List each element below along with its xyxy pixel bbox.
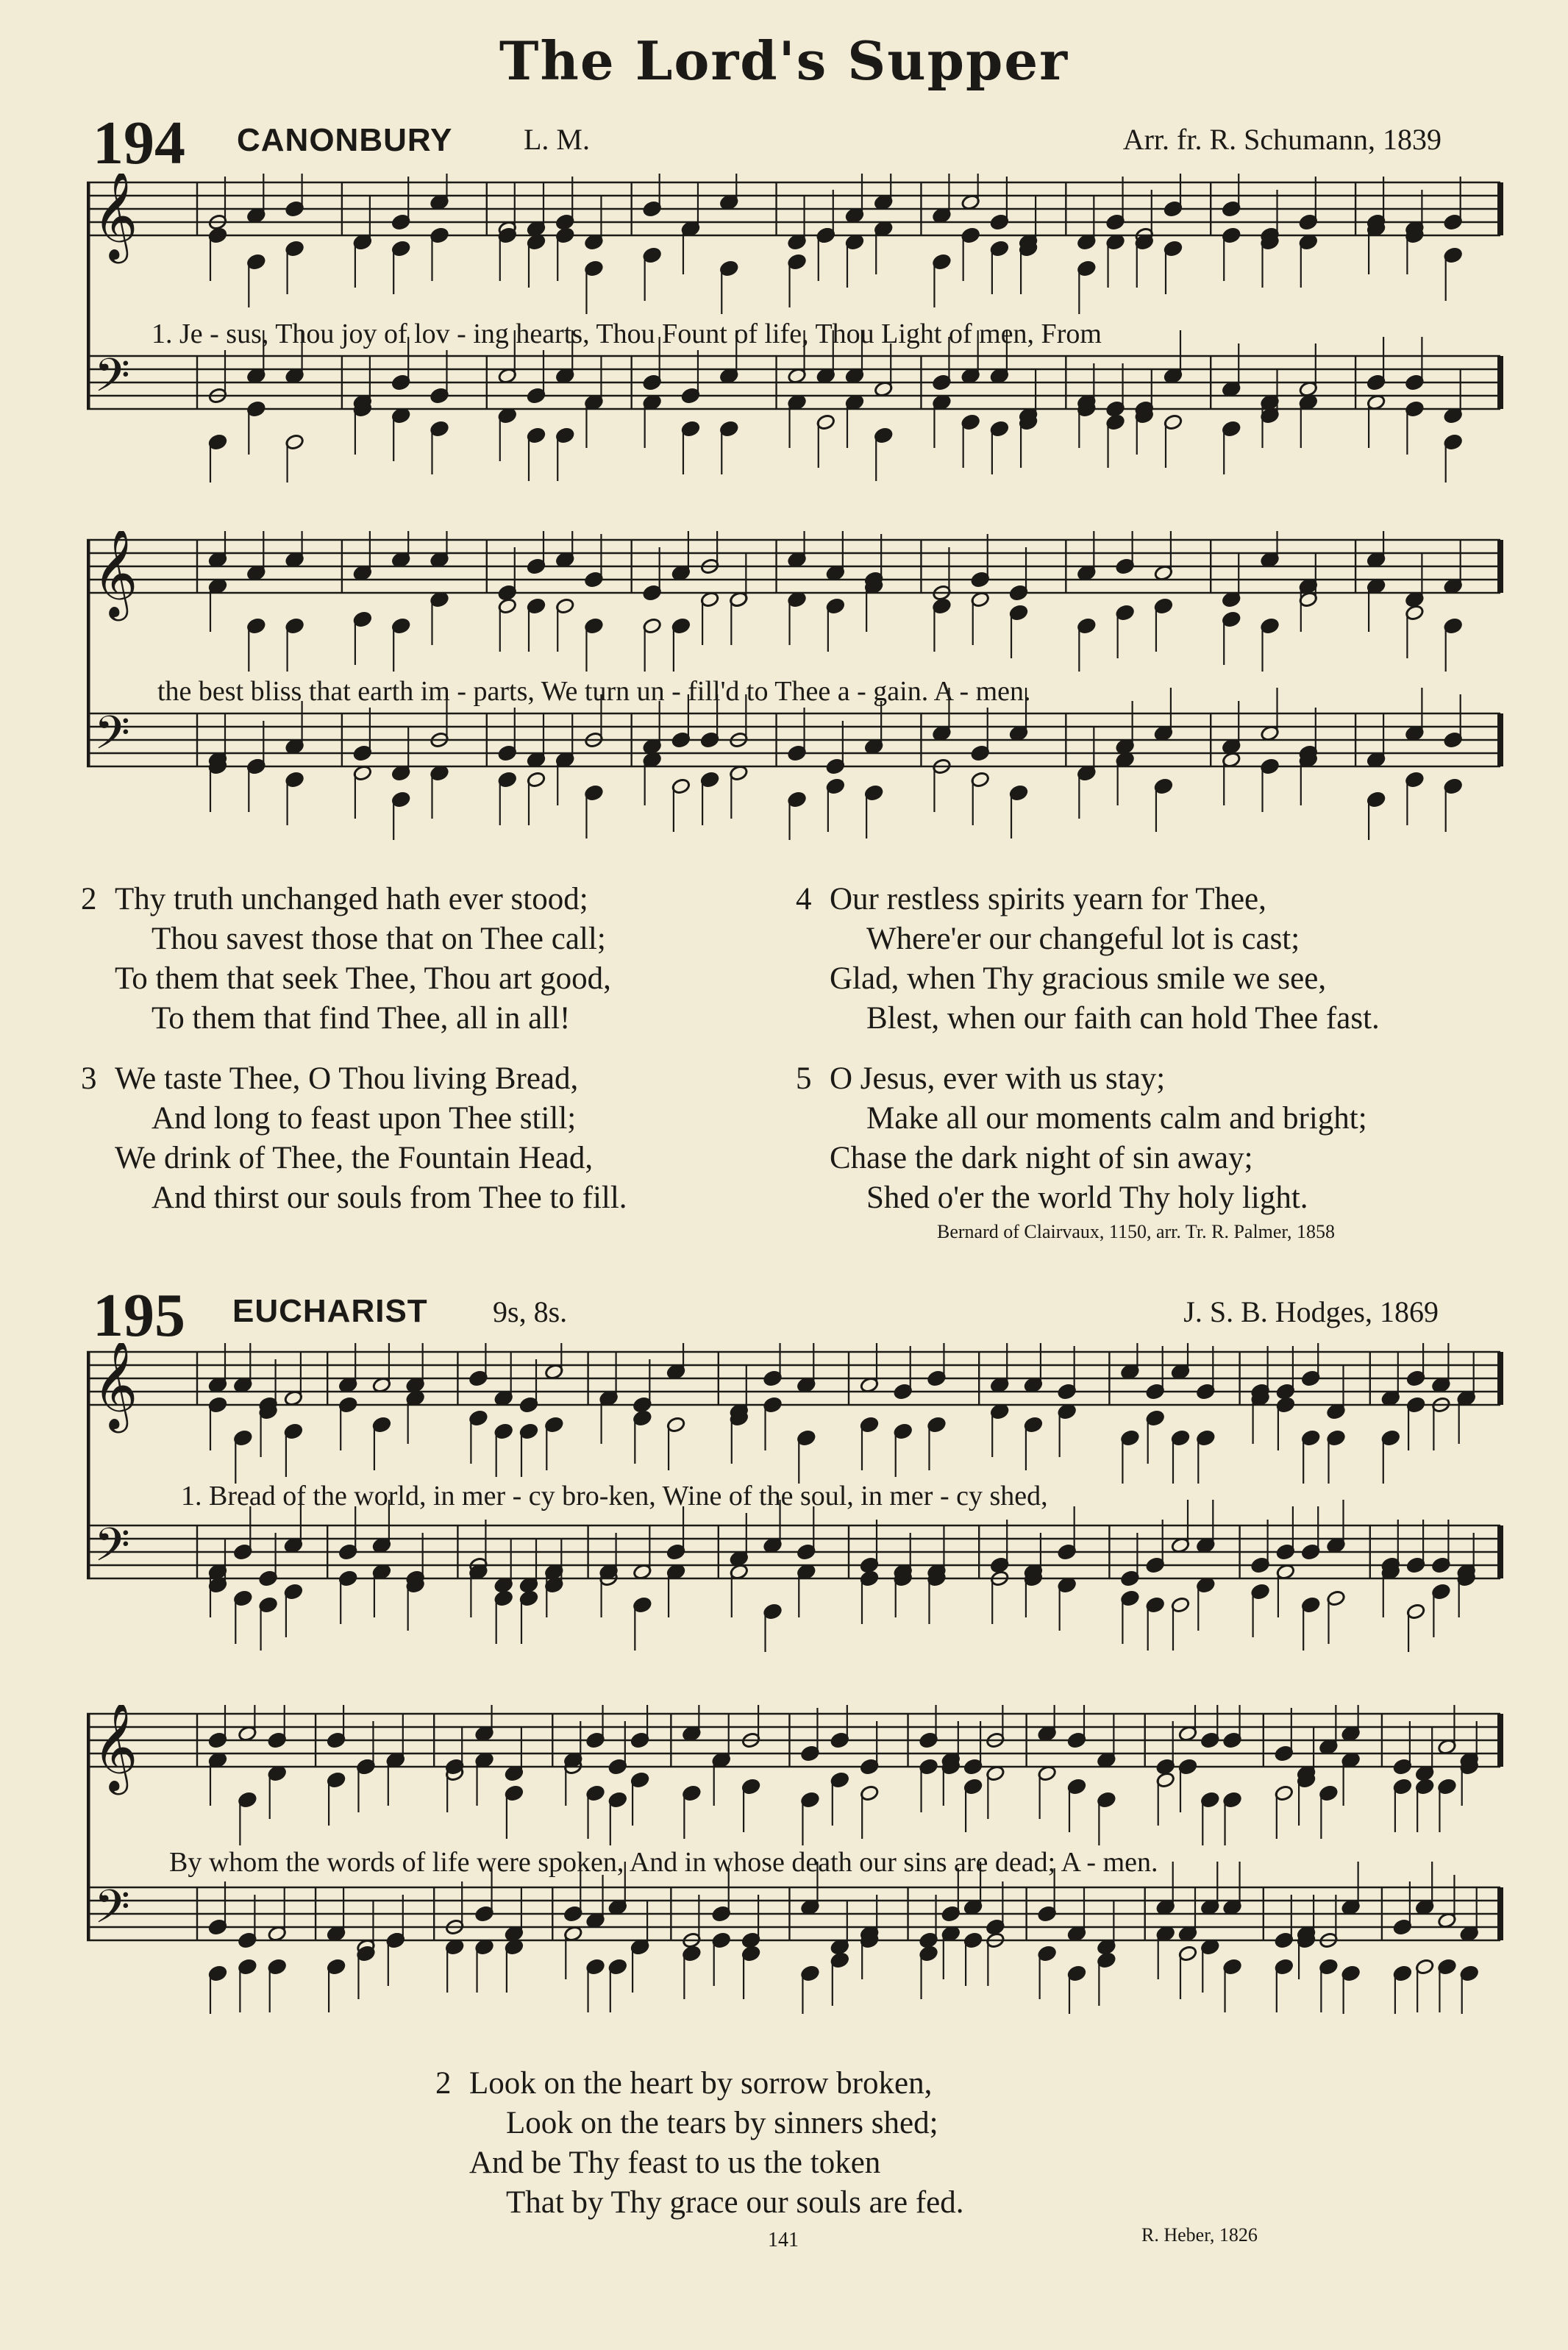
- hymn-194-tune-name: CANONBURY: [237, 122, 453, 158]
- bass-clef-icon: 𝄢: [94, 705, 130, 771]
- hymn-194-verse-4: 4 Our restless spirits yearn for Thee, Where'er our changeful lot is cast; Glad, when Thy gracious smile we see, Blest, when our faith can hold Thee fast.: [796, 882, 1380, 1036]
- treble-clef-icon: 𝄞: [93, 1705, 138, 1791]
- hymn-194-number: 194: [93, 109, 185, 177]
- hymn-195-number: 195: [93, 1281, 185, 1350]
- bass-clef-icon: 𝄢: [94, 1879, 130, 1945]
- hymn-195-lyric-line-2: By whom the words of life were spoken, And in whose death our sins are dead; A - men.: [169, 1847, 1158, 1878]
- bass-clef-icon: 𝄢: [94, 1517, 130, 1583]
- bass-clef-icon: 𝄢: [94, 348, 130, 413]
- hymn-195-tune-name: EUCHARIST: [232, 1293, 428, 1329]
- hymn-195-verse-2: 2 Look on the heart by sorrow broken, Look on the tears by sinners shed; And be Thy feast to us the token That by Thy grace our souls are fed.: [435, 2066, 964, 2220]
- hymn-194-verse-5: 5 O Jesus, ever with us stay; Make all our moments calm and bright; Chase the dark night of sin away; Shed o'er the world Thy holy light.: [796, 1061, 1367, 1215]
- hymn-194-composer: Arr. fr. R. Schumann, 1839: [1122, 123, 1442, 156]
- treble-clef-icon: 𝄞: [93, 1343, 138, 1429]
- page-title: The Lord's Supper: [499, 29, 1069, 92]
- hymn-195-lyric-line-1: 1. Bread of the world, in mer - cy bro-ken, Wine of the soul, in mer - cy shed,: [181, 1481, 1048, 1512]
- hymn-194-verse-3: 3 We taste Thee, O Thou living Bread, And long to feast upon Thee still; We drink of Thee, the Fountain Head, And thirst our souls from Thee to fill.: [81, 1061, 627, 1215]
- hymn-195-composer: J. S. B. Hodges, 1869: [1183, 1295, 1439, 1328]
- page-number: 141: [768, 2229, 799, 2251]
- hymn-194-lyric-line-2: the best bliss that earth im - parts, We turn un - fill'd to Thee a - gain. A - men.: [157, 676, 1031, 707]
- hymn-195-meter: 9s, 8s.: [493, 1295, 568, 1328]
- treble-clef-icon: 𝄞: [93, 174, 138, 260]
- hymn-195-credit: R. Heber, 1826: [1141, 2224, 1258, 2246]
- hymn-194-verse-2: 2 Thy truth unchanged hath ever stood; Thou savest those that on Thee call; To them that seek Thee, Thou art good, To them that find Thee, all in all!: [81, 882, 611, 1036]
- treble-clef-icon: 𝄞: [93, 531, 138, 617]
- hymn-194-lyric-line-1: 1. Je - sus, Thou joy of lov - ing hearts, Thou Fount of life, Thou Light of men, From: [152, 318, 1102, 349]
- hymn-194-credit: Bernard of Clairvaux, 1150, arr. Tr. R. Palmer, 1858: [937, 1221, 1336, 1242]
- hymn-194-meter: L. M.: [524, 123, 590, 156]
